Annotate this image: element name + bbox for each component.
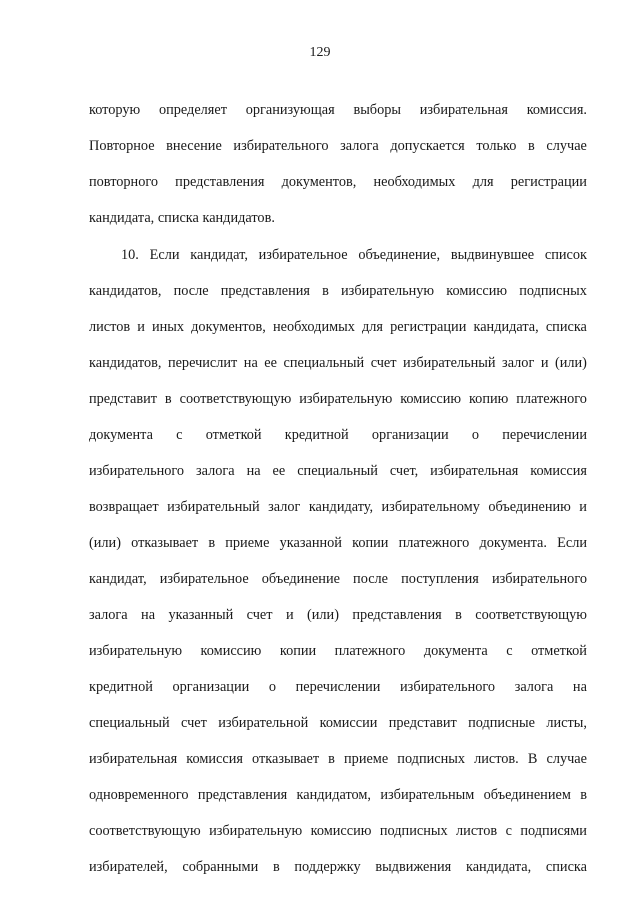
word: одновременного <box>89 787 189 803</box>
word: соответствующую <box>179 391 292 407</box>
word: отказывает <box>252 751 320 767</box>
word: на <box>246 463 261 479</box>
word: кандидатом, <box>296 787 372 803</box>
text-line <box>89 641 587 661</box>
word: ее <box>272 463 286 479</box>
word: возвращает <box>89 499 159 515</box>
text-line <box>89 172 587 192</box>
word: избирательного <box>400 679 496 695</box>
word: комиссию <box>446 283 508 299</box>
word: ее <box>264 355 277 371</box>
word: выборы <box>353 102 401 118</box>
word: в <box>455 607 462 623</box>
word: избирательного <box>233 138 329 154</box>
word: организующая <box>245 102 335 118</box>
word: списка <box>545 319 587 335</box>
word: представит <box>388 715 457 731</box>
word: избирательному <box>381 499 480 515</box>
word: представления <box>197 787 288 803</box>
word: копии <box>352 535 389 551</box>
word: кандидат, <box>89 571 147 587</box>
word: подписных <box>379 823 448 839</box>
word: перечислит <box>167 355 238 371</box>
word: регистрации <box>390 319 467 335</box>
word: избирательное <box>258 247 348 263</box>
word: счет <box>246 607 273 623</box>
word: отметкой <box>205 427 262 443</box>
word: подписные <box>468 715 536 731</box>
word: подписных <box>397 751 466 767</box>
word: иных <box>151 319 185 335</box>
word: представления <box>175 174 265 190</box>
word: повторного <box>89 174 159 190</box>
text-line <box>89 785 587 805</box>
word: В <box>527 751 538 767</box>
word: в <box>322 283 329 299</box>
word: комиссия. <box>526 102 587 118</box>
word: (или) <box>89 535 121 551</box>
word: избирательная <box>419 102 508 118</box>
word: после <box>353 571 389 587</box>
word: с <box>176 427 183 443</box>
word: представит <box>89 391 157 407</box>
word: поддержку <box>294 859 361 875</box>
word: объединение <box>261 571 340 587</box>
word: платежного <box>398 535 470 551</box>
word: объединению <box>488 499 571 515</box>
word: соответствующую <box>89 823 201 839</box>
word: кандидату, <box>308 499 374 515</box>
word: определяет <box>158 102 227 118</box>
text-line <box>89 353 587 373</box>
word: списка <box>545 859 587 875</box>
word: допускается <box>390 138 465 154</box>
word: о <box>471 427 480 443</box>
word: избирательная <box>89 751 178 767</box>
word: кредитной <box>89 679 153 695</box>
word: кандидата, <box>473 319 539 335</box>
text-line <box>89 569 587 589</box>
word: платежного <box>516 391 587 407</box>
word: избирательный <box>167 499 260 515</box>
word: залог <box>502 355 535 371</box>
word: соответствующую <box>475 607 587 623</box>
text-line <box>89 461 587 481</box>
word: избирательной <box>218 715 309 731</box>
word: копию <box>468 391 509 407</box>
word: в <box>328 751 335 767</box>
word: в <box>272 859 280 875</box>
word: избирательная <box>430 463 519 479</box>
word: выдвинувшее <box>450 247 535 263</box>
word: перечислении <box>295 679 381 695</box>
word: объединение, <box>358 247 441 263</box>
word: залога <box>340 138 379 154</box>
word: для <box>472 174 494 190</box>
word: специальный <box>89 715 170 731</box>
text-line <box>89 605 587 625</box>
word: кандидатов, <box>89 283 162 299</box>
word: залога <box>196 463 235 479</box>
word: подписями <box>520 823 587 839</box>
word: которую <box>89 102 141 118</box>
word: документов, <box>191 319 266 335</box>
word: и <box>540 355 549 371</box>
word: залога <box>89 607 128 623</box>
word: (или) <box>554 355 587 371</box>
word: избирательную <box>209 823 303 839</box>
text-line <box>89 281 587 301</box>
word: кандидата, <box>465 859 532 875</box>
word: избирательную <box>341 283 435 299</box>
word: выдвижения <box>375 859 452 875</box>
word: избирательное <box>159 571 249 587</box>
word: для <box>362 319 384 335</box>
word: комиссию <box>400 391 462 407</box>
word: избирательную <box>89 643 183 659</box>
word: случае <box>546 138 587 154</box>
word: документа <box>89 427 153 443</box>
text-line <box>121 245 587 265</box>
word: указанной <box>279 535 342 551</box>
word: перечислении <box>502 427 587 443</box>
word: комиссия <box>530 463 587 479</box>
word: с <box>505 823 512 839</box>
word: поступления <box>401 571 479 587</box>
text-line <box>89 136 587 156</box>
text-line: кандидата, списка кандидатов. <box>89 210 275 226</box>
text-line <box>89 425 587 445</box>
word: избирательную <box>299 391 393 407</box>
word: кредитной <box>284 427 349 443</box>
word: представления <box>352 607 442 623</box>
word: приеме <box>344 751 389 767</box>
text-line <box>89 713 587 733</box>
word: (или) <box>307 607 339 623</box>
word: избирателей, <box>89 859 168 875</box>
text-line <box>89 533 587 553</box>
word: документа <box>423 643 488 659</box>
word: комиссии <box>319 715 378 731</box>
word: о <box>268 679 277 695</box>
word: избирательного <box>89 463 185 479</box>
word: список <box>544 247 587 263</box>
word: кандидат, <box>190 247 248 263</box>
text-line <box>89 749 587 769</box>
word: на <box>243 355 258 371</box>
word: кандидатов, <box>89 355 162 371</box>
word: избирательным <box>380 787 475 803</box>
page-number: 129 <box>309 45 331 60</box>
word: организации <box>172 679 250 695</box>
word: документов, <box>281 174 357 190</box>
word: с <box>506 643 513 659</box>
word: специальный <box>297 463 378 479</box>
word: организации <box>371 427 449 443</box>
word: листы, <box>546 715 587 731</box>
word: подписных <box>519 283 587 299</box>
word: регистрации <box>510 174 587 190</box>
word: счет <box>370 355 397 371</box>
text-line <box>89 317 587 337</box>
word: комиссию <box>200 643 262 659</box>
word: представления <box>220 283 310 299</box>
word: избирательного <box>491 571 587 587</box>
word: после <box>173 283 209 299</box>
word: собранными <box>182 859 259 875</box>
word: в <box>208 535 216 551</box>
word: в <box>164 391 172 407</box>
text-line <box>89 821 587 841</box>
word: приеме <box>225 535 270 551</box>
word: счет <box>181 715 207 731</box>
word: Если <box>149 247 180 263</box>
word: необходимых <box>272 319 355 335</box>
word: залога <box>514 679 554 695</box>
text-line <box>89 100 587 120</box>
word: избирательный <box>403 355 496 371</box>
text-line <box>89 857 587 877</box>
word: отказывает <box>131 535 199 551</box>
word: отметкой <box>531 643 587 659</box>
word: платежного <box>334 643 406 659</box>
word: счет, <box>389 463 419 479</box>
word: комиссию <box>310 823 372 839</box>
word: Повторное <box>89 138 155 154</box>
word: случае <box>546 751 587 767</box>
word: залог <box>268 499 301 515</box>
word: и <box>285 607 294 623</box>
word: и <box>579 499 587 515</box>
text-line <box>89 497 587 517</box>
word: листов. <box>474 751 519 767</box>
word: в <box>580 787 587 803</box>
word: копии <box>279 643 317 659</box>
word: объединением <box>483 787 571 803</box>
word: специальный <box>283 355 365 371</box>
text-line <box>89 389 587 409</box>
word: 10. <box>121 247 139 263</box>
word: документа. <box>479 535 547 551</box>
word: только <box>476 138 517 154</box>
word: указанный <box>168 607 234 623</box>
word: листов <box>89 319 131 335</box>
word: листов <box>456 823 498 839</box>
word: на <box>572 679 587 695</box>
word: в <box>528 138 535 154</box>
word: необходимых <box>373 174 456 190</box>
word: внесение <box>166 138 222 154</box>
word: на <box>141 607 156 623</box>
word: комиссия <box>186 751 243 767</box>
word: и <box>137 319 145 335</box>
text-line <box>89 677 587 697</box>
word: Если <box>557 535 587 551</box>
